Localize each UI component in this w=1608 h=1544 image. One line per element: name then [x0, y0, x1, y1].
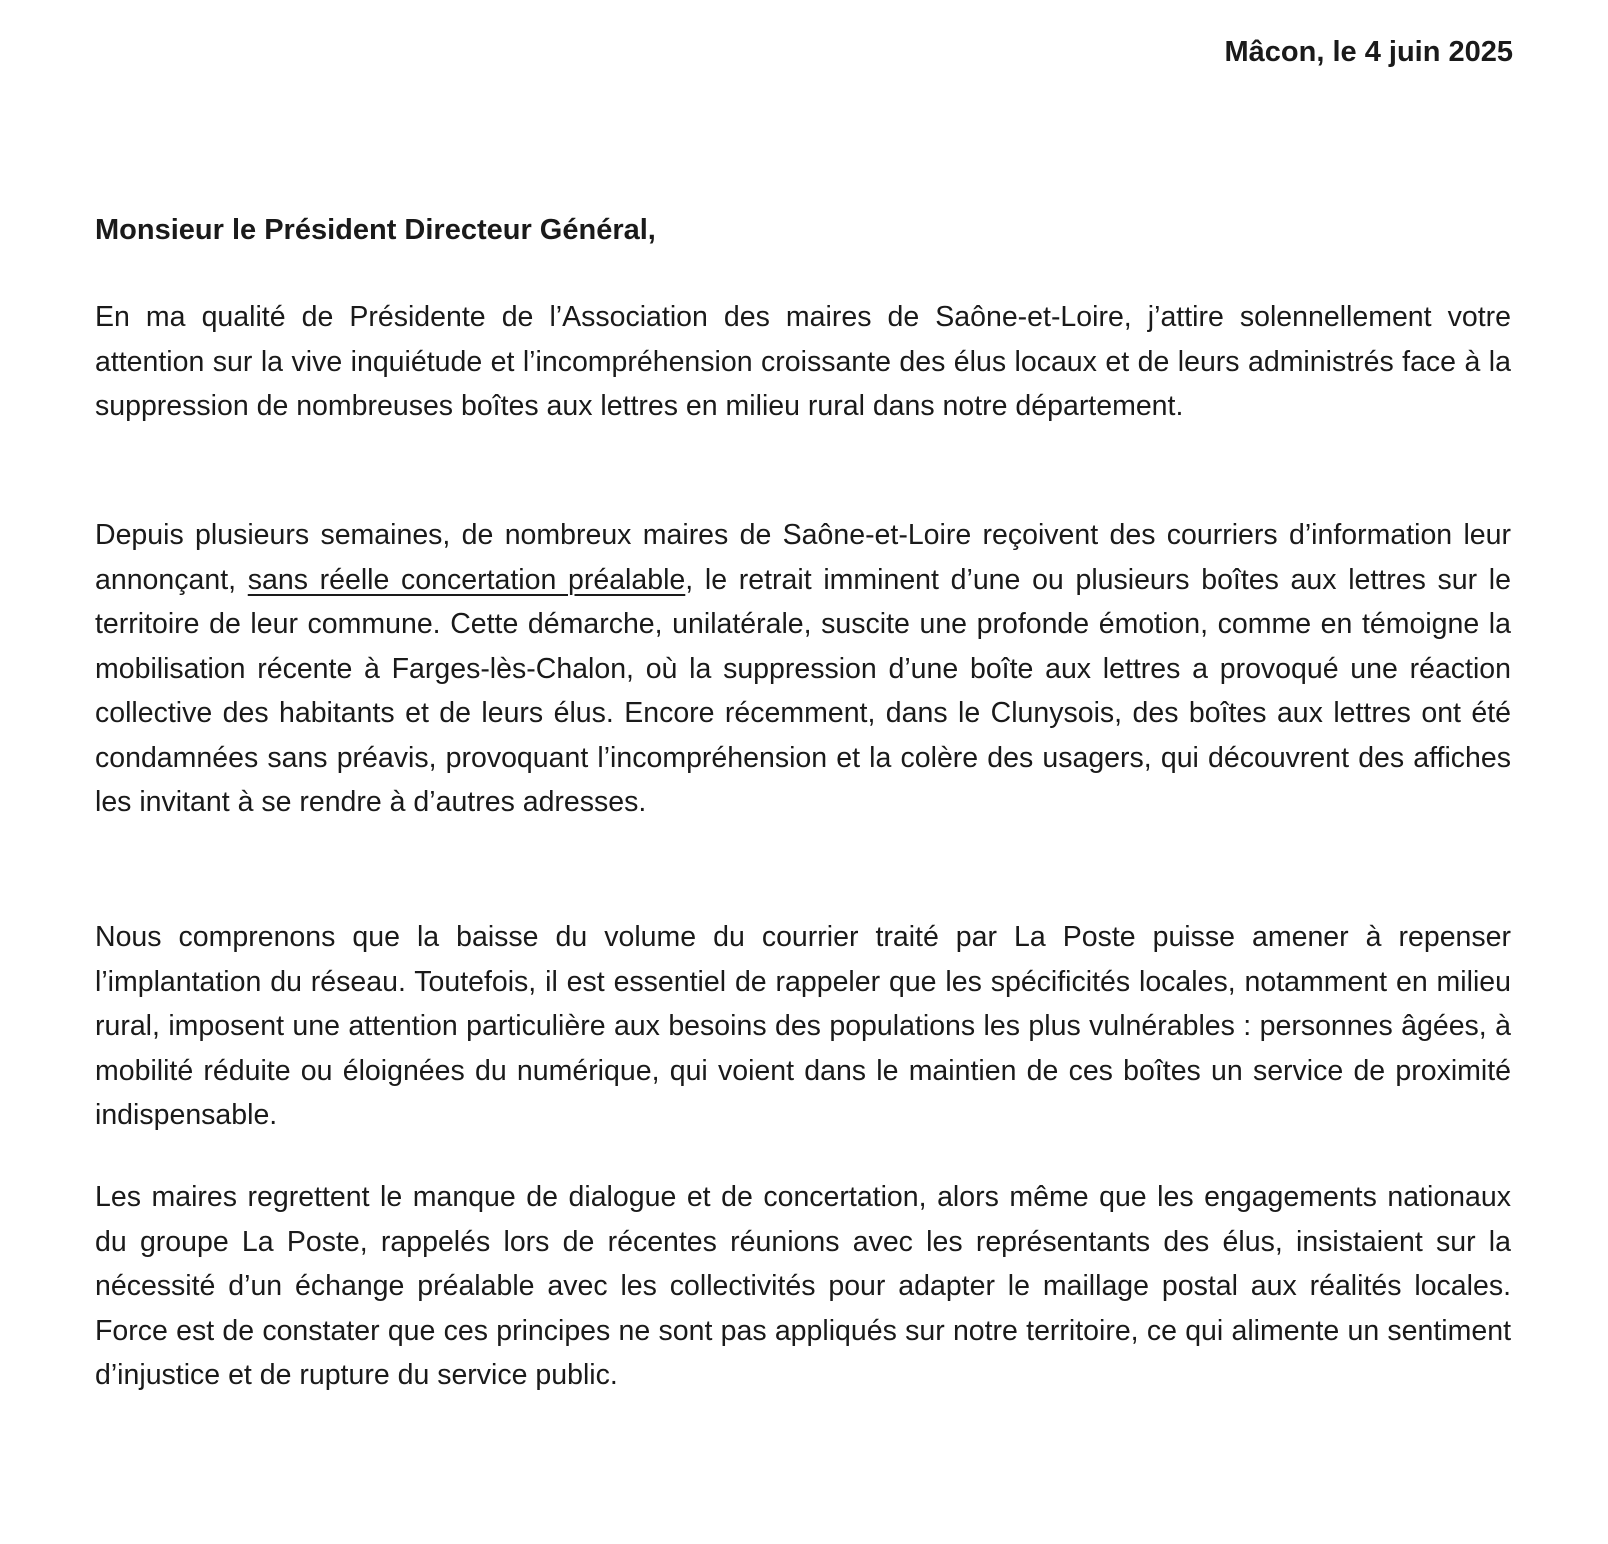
- underlined-phrase: sans réelle concertation préalable: [247, 563, 686, 596]
- letter-paragraph-1: En ma qualité de Présidente de l’Association des maires de Saône-et-Loire, j’attire solennellement votre attention sur la vive inquiétude et l’incompréhension croissante des élus locaux et de leurs administrés face à la suppression de nombreuses boîtes aux lettres en milieu rural dans notre département.: [95, 301, 1511, 422]
- paragraph-2-text-end: , le retrait imminent d’une ou plusieurs boîtes aux lettres sur le territoire de leur commune. Cette démarche, unilatérale, suscite une profonde émotion, comme en témoigne la mobilisation récente à Farges-lès-Chalon, où la suppression d’une boîte aux lettres a provoqué une réaction collective des habitants et de leurs élus. Encore récemment, dans le Clunysois, des boîtes aux lettres ont été condamnées sans préavis, provoquant l’incompréhension et la colère des usagers, qui découvrent des affiches les invitant à se rendre à d’autres adresses.: [95, 563, 1511, 818]
- letter-date: Mâcon, le 4 juin 2025: [1224, 36, 1513, 68]
- letter-paragraph-4: Les maires regrettent le manque de dialogue et de concertation, alors même que les engagements nationaux du groupe La Poste, rappelés lors de récentes réunions avec les représentants des élus, insistaient sur la nécessité d’un échange préalable avec les collectivités pour adapter le maillage postal aux réalités locales. Force est de constater que ces principes ne sont pas appliqués sur notre territoire, ce qui alimente un sentiment d’injustice et de rupture du service public.: [95, 1181, 1511, 1391]
- paragraph-2-text-start: Depuis plusieurs semaines, de nombreux maires de Saône-et-Loire reçoivent des courriers d’information leur annonçant,: [95, 519, 1511, 596]
- letter-paragraph-2: [95, 513, 1511, 825]
- letter-paragraph-3: Nous comprenons que la baisse du volume du courrier traité par La Poste puisse amener à repenser l’implantation du réseau. Toutefois, il est essentiel de rappeler que les spécificités locales, notamment en milieu rural, imposent une attention particulière aux besoins des populations les plus vulnérables : personnes âgées, à mobilité réduite ou éloignées du numérique, qui voient dans le maintien de ces boîtes un service de proximité indispensable.: [95, 921, 1511, 1131]
- letter-salutation: Monsieur le Président Directeur Général,: [95, 214, 656, 246]
